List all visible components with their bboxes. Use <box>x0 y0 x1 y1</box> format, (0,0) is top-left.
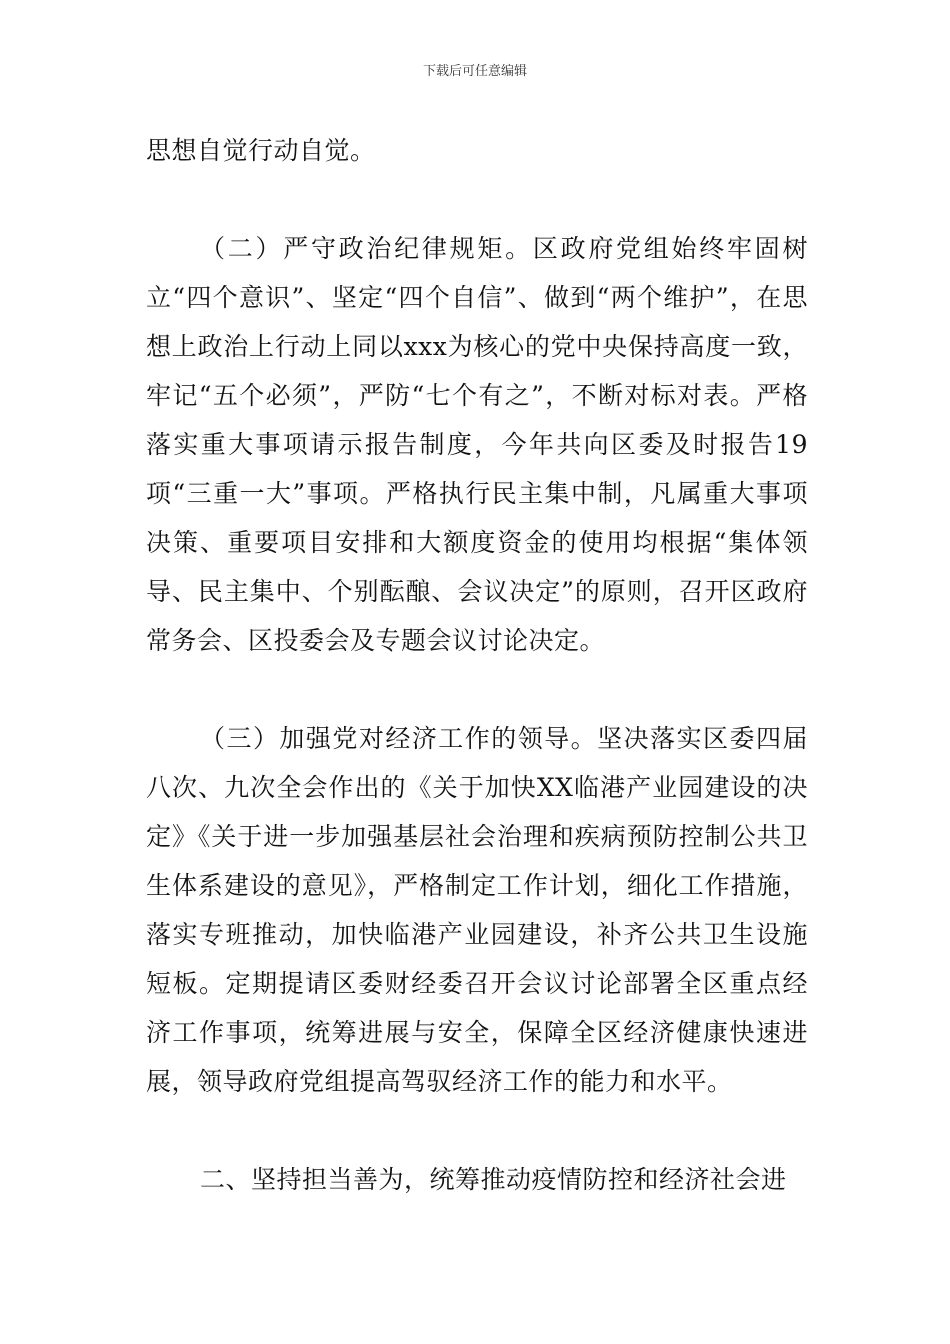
paragraph-continuation: 思想自觉行动自觉。 <box>146 136 376 165</box>
section-heading-two: 二、坚持担当善为，统筹推动疫情防控和经济社会进 <box>200 1165 787 1194</box>
paragraph-gap <box>146 665 808 714</box>
paragraph-economic-leadership: （三）加强党对经济工作的领导。坚决落实区委四届八次、九次全会作出的《关于加快XX临港产业园建设的决定》《关于进一步加强基层社会治理和疾病预防控制公共卫生体系建设的意见》，严格制定工作计划，细化工作措施，落实专班推动，加快临港产业园建设，补齐公共卫生设施短板。定期提请区委财经委召开会议讨论部署全区重点经济工作事项，统筹进展与安全，保障全区经济健康快速进展，领导政府党组提高驾驭经济工作的能力和水平。 <box>146 724 808 1096</box>
page-header-note: 下载后可任意编辑 <box>422 64 527 79</box>
document-body <box>146 126 808 1204</box>
paragraph-political-discipline: （二）严守政治纪律规矩。区政府党组始终牢固树立“四个意识”、坚定“四个自信”、做到“两个维护”，在思想上政治上行动上同以xxx为核心的党中央保持高度一致，牢记“五个必须”，严防“七个有之”，不断对标对表。严格落实重大事项请示报告制度，今年共向区委及时报告19项“三重一大”事项。严格执行民主集中制，凡属重大事项决策、重要项目安排和大额度资金的使用均根据“集体领导、民主集中、个别酝酿、会议决定”的原则，召开区政府常务会、区投委会及专题会议讨论决定。 <box>146 234 808 655</box>
paragraph-gap <box>146 175 808 224</box>
paragraph-gap <box>146 1106 808 1155</box>
